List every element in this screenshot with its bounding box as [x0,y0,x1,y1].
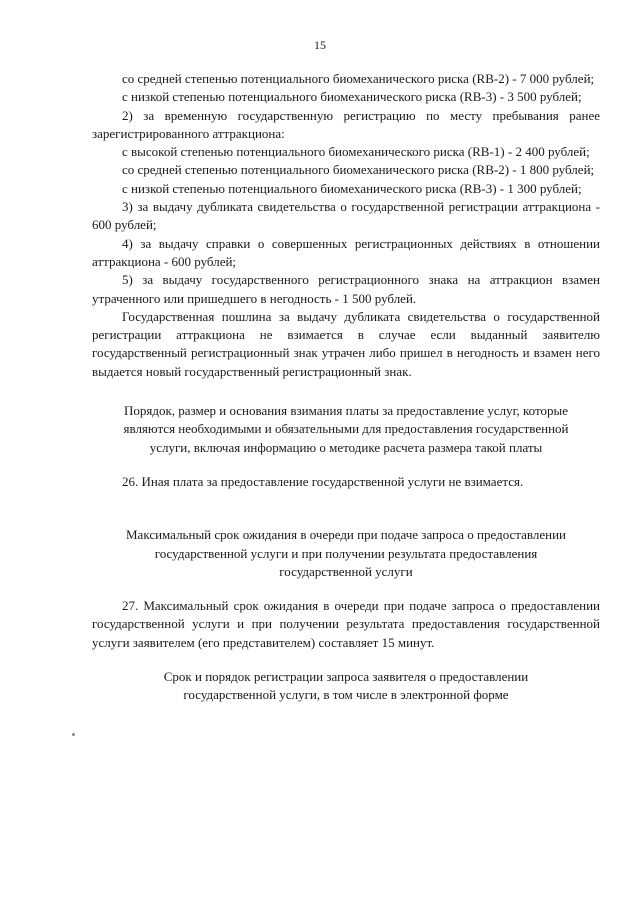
paragraph-item-3: 3) за выдачу дубликата свидетельства о государственной регистрации аттракциона - 600 рублей; [92,199,600,233]
section-heading-queue-time: Максимальный срок ожидания в очереди при подаче запроса о предоставлении государственной услуги и при получении результата предоставления государственной услуги [126,527,566,579]
paragraph-duty-exemption: Государственная пошлина за выдачу дубликата свидетельства о государственной регистрации аттракциона не взимается в случае если выданный заявителю государственный регистрационный знак утрачен либо пришел в негодность и взамен него выдается новый государственный регистрационный знак. [92,308,600,379]
section-heading-fees: Порядок, размер и основания взимания платы за предоставление услуг, которые являются необходимыми и обязательными для предоставления государственной услуги, включая информацию о методике расчета размера такой платы [123,403,569,455]
paragraph-rb2-7000: со средней степенью потенциального биомеханического риска (RB-2) - 7 000 рублей; [122,71,595,86]
paragraph-rb1-2400: с высокой степенью потенциального биомеханического риска (RB-1) - 2 400 рублей; [122,144,590,160]
scan-speck [72,733,75,736]
paragraph-item-27: 27. Максимальный срок ожидания в очереди при подаче запроса о предоставлении государственной услуги и при получении результата предоставления государственной услуги заявителем (его представителем) составляет 15 минут. [92,598,600,650]
paragraph-item-2: 2) за временную государственную регистрацию по месту пребывания ранее зарегистрированного аттракциона: [92,107,600,141]
page-number: 15 [314,38,326,52]
document-body [92,70,600,705]
paragraph-item-5: 5) за выдачу государственного регистрационного знака на аттракцион взамен утраченного или пришедшего в негодность - 1 500 рублей. [92,272,600,306]
section-heading-registration: Срок и порядок регистрации запроса заявителя о предоставлении государственной услуги, в том числе в электронной форме [163,669,529,703]
paragraph-rb3-3500: с низкой степенью потенциального биомеханического риска (RB-3) - 3 500 рублей; [122,89,582,105]
paragraph-item-4: 4) за выдачу справки о совершенных регистрационных действиях в отношении аттракциона - 600 рублей; [92,235,600,269]
paragraph-rb3-1300: с низкой степенью потенциального биомеханического риска (RB-3) - 1 300 рублей; [122,180,582,196]
paragraph-rb2-1800: со средней степенью потенциального биомеханического риска (RB-2) - 1 800 рублей; [122,162,595,178]
paragraph-item-26: 26. Иная плата за предоставление государственной услуги не взимается. [122,473,524,489]
